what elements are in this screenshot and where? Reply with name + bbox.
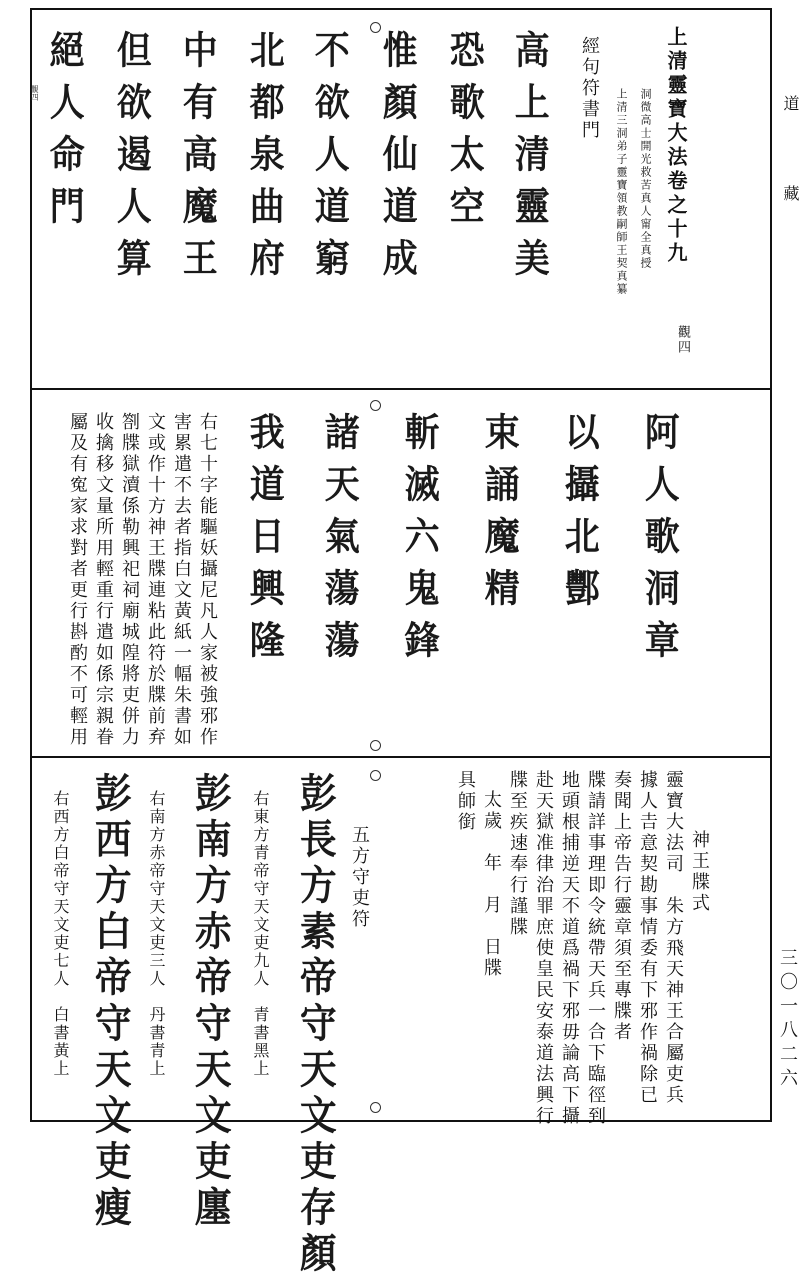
text-column: 收擒移文量所用輕重行遣如係宗親眷: [93, 412, 114, 748]
seal-column: 北都泉曲府: [243, 30, 286, 290]
seal-column: 彭長方素帝守天文吏存顏: [293, 772, 338, 1278]
text-column: 據人𠮷意契勘事情委有下邪作禍除已: [637, 770, 658, 1106]
seal-column: 諸天氣蕩蕩: [318, 412, 361, 672]
seal-column: 不欲人道窮: [308, 30, 351, 290]
compiler-line-1: 洞微高士開光救苦真人甯全真授: [639, 88, 652, 270]
seal-column: 我道日興隆: [243, 412, 286, 672]
section-heading: 經句符書門: [579, 36, 600, 141]
binding-hole: [370, 400, 381, 411]
text-column: 地頭根捕逆天不道爲禍下邪毋論高下攝: [559, 770, 580, 1127]
text-column: 太歲 年 月 日牒: [481, 790, 502, 979]
seal-column: 阿人歌洞章: [638, 412, 681, 672]
margin-label-mid: 藏: [781, 185, 800, 209]
footer-mark: 觀四: [30, 85, 39, 101]
volume-title-tag: 觀四: [675, 325, 690, 355]
seal-column: 中有高魔王: [176, 30, 219, 290]
caption-column: 右西方白帝守天文吏七人 白書黃上: [51, 790, 70, 1078]
text-column: 害累遣不去者指白文黃紙一幅朱書如: [171, 412, 192, 748]
seal-column: 斬滅六鬼鋒: [398, 412, 441, 672]
seal-column: 絕人命門: [43, 30, 86, 238]
seal-column: 束誦魔精: [478, 412, 521, 620]
seal-column: 惟顏仙道成: [376, 30, 419, 290]
page-number: 三〇一八二六: [777, 948, 798, 1092]
compiler-line-2: 上清三洞弟子靈寶領教嗣師王契真纂: [615, 88, 628, 296]
text-column: 具師銜: [455, 770, 476, 833]
volume-title: 上清靈寶大法卷之十九: [664, 26, 688, 266]
seal-column: 但欲遏人算: [110, 30, 153, 290]
text-column: 牒至疾速奉行謹牒: [507, 770, 528, 938]
binding-hole: [370, 1102, 381, 1113]
panel-divider-1: [30, 388, 772, 390]
seal-column: 高上清靈美: [508, 30, 551, 290]
text-column: 神王牒式: [689, 830, 710, 914]
talisman-heading: 五方守吏符: [349, 825, 370, 930]
text-column: 赴天獄准律治罪庶使皇民安泰道法興行: [533, 770, 554, 1127]
caption-column: 右東方青帝守天文吏九人 青書黑上: [251, 790, 270, 1078]
seal-column: 彭南方赤帝守天文吏廛: [188, 772, 233, 1232]
caption-column: 右南方赤帝守天文吏三人 丹書青上: [147, 790, 166, 1078]
margin-label-top: 道: [781, 95, 800, 119]
panel-divider-2: [30, 756, 772, 758]
binding-hole: [370, 770, 381, 781]
text-column: 右七十字能驅妖攝尼凡人家被強邪作: [197, 412, 218, 748]
seal-column: 以攝北酆: [558, 412, 601, 620]
text-column: 文或作十方神王牒連粘此符於牒前弃: [145, 412, 166, 748]
binding-hole: [370, 740, 381, 751]
text-column: 劄牒獄瀆係勒興祀祠廟城隍將吏併力: [119, 412, 140, 748]
seal-column: 恐歌太空: [443, 30, 486, 238]
seal-column: 彭西方白帝守天文吏瘦: [88, 772, 133, 1232]
text-column: 靈寶大法司 朱方飛天神王合屬吏兵: [663, 770, 684, 1106]
text-column: 屬及有寃家求對者更行斟酌不可輕用: [67, 412, 88, 748]
text-column: 牒請詳事理即令統帶天兵一合下臨徑到: [585, 770, 606, 1127]
text-column: 奏聞上帝告行靈章須至專牒者: [611, 770, 632, 1043]
